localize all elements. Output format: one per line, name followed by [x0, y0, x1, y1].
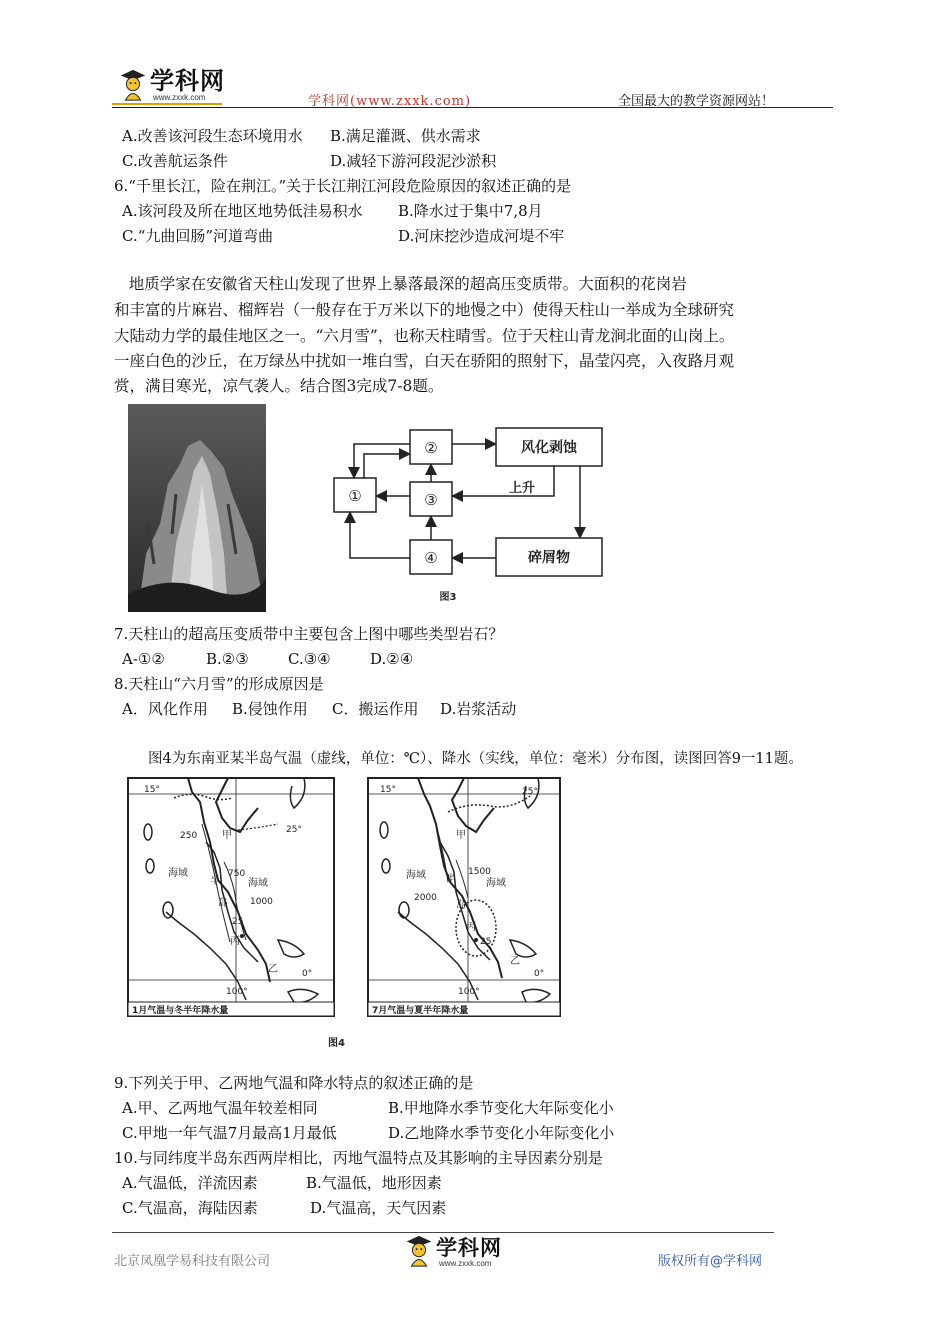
q9-stem: 9.下列关于甲、乙两地气温和降水特点的叙述正确的是 — [114, 1074, 474, 1092]
q8-option-b: B.侵蚀作用 — [232, 700, 308, 718]
rock-label-1: ① — [348, 487, 362, 505]
left-sea-west: 海域 — [168, 868, 188, 879]
q6-option-b: B.降水过于集中7,8月 — [398, 202, 543, 220]
footer-rule — [112, 1232, 774, 1233]
left-dao: 岛 — [218, 898, 228, 909]
q8-stem: 8.天柱山“六月雪”的形成原因是 — [114, 675, 324, 693]
figure-4-caption: 图4 — [328, 1038, 345, 1049]
q7-option-d: D.②④ — [370, 650, 414, 668]
right-dao: 岛 — [456, 900, 466, 911]
left-rain-1000: 1000 — [250, 897, 273, 907]
right-rain-1500: 1500 — [468, 867, 491, 877]
right-lat-0: 0° — [534, 969, 545, 979]
q6-option-a: A.该河段及所在地区地势低洼易积水 — [122, 202, 363, 220]
left-sea-east: 海域 — [248, 878, 268, 889]
left-lat-15: 15° — [144, 785, 160, 795]
debris-label: 碎屑物 — [528, 550, 570, 566]
header-rule — [112, 107, 833, 108]
q7-option-a: A-①② — [122, 650, 165, 668]
figure-3-caption: 图3 — [439, 592, 457, 603]
q10-option-c: C.气温高，海陆因素 — [122, 1199, 258, 1217]
header-slogan: 全国最大的教学资源网站！ — [618, 94, 775, 109]
q10-option-b: B.气温低，地形因素 — [306, 1174, 442, 1192]
figure-4-maps — [118, 772, 574, 1054]
left-ban: 半 — [210, 876, 220, 887]
header-logo-underline — [112, 103, 222, 105]
left-yi: 乙 — [268, 964, 278, 975]
q7-option-b: B.②③ — [206, 650, 249, 668]
q8-option-d: D.岩浆活动 — [440, 700, 517, 718]
q9-option-c: C.甲地一年气温7月最高1月最低 — [122, 1124, 337, 1142]
passage-line-2: 和丰富的片麻岩、榴辉岩（一般存在于万米以下的地慢之中）使得天柱山一举成为全球研究 — [114, 301, 735, 319]
right-ban: 半 — [446, 874, 456, 885]
left-isotherm-25-top: 25° — [286, 825, 302, 835]
left-temp-25: 25 — [232, 917, 244, 927]
footer-logo-text: 学科网 — [436, 1236, 502, 1260]
q6-option-d: D.河床挖沙造成河堤不牢 — [398, 227, 565, 245]
left-jia: 甲 — [222, 830, 232, 841]
left-bing: 丙 — [230, 936, 240, 947]
logo-text: 学科网 — [150, 67, 225, 95]
left-rain-750: 750 — [228, 869, 246, 879]
rock-label-2: ② — [424, 439, 438, 457]
q5-option-d: D.减轻下游河段泥沙淤积 — [330, 152, 497, 170]
right-sea-west: 海域 — [406, 870, 426, 881]
left-map-caption: 1月气温与冬半年降水量 — [132, 1006, 229, 1016]
q8-option-a: A．风化作用 — [122, 700, 208, 718]
right-jia: 甲 — [456, 830, 466, 841]
right-temp-25: 25 — [480, 937, 492, 947]
rock-label-3: ③ — [424, 491, 438, 509]
right-sea-east: 海域 — [486, 878, 506, 889]
q10-option-d: D.气温高，天气因素 — [310, 1199, 447, 1217]
q10-stem: 10.与同纬度半岛东西两岸相比，丙地气温特点及其影响的主导因素分别是 — [114, 1149, 603, 1167]
passage-line-5: 赏，满目寒光，凉气袭人。结合图3完成7-8题。 — [114, 377, 444, 395]
right-bing: 丙 — [466, 922, 476, 933]
q7-stem: 7.天柱山的超高压变质带中主要包含上图中哪些类型岩石？ — [114, 625, 504, 643]
q6-stem: 6.“千里长江，险在荆江。”关于长江荆江河段危险原因的叙述正确的是 — [114, 177, 572, 195]
header-logo[interactable] — [118, 68, 225, 102]
passage-line-3: 大陆动力学的最佳地区之一。“六月雪”，也称天柱晴雪。位于天柱山青龙涧北面的山岗上。 — [114, 327, 735, 345]
right-rain-2000: 2000 — [414, 893, 437, 903]
footer-logo-url: www.zxxk.com — [439, 1259, 492, 1268]
right-map-caption: 7月气温与夏半年降水量 — [372, 1006, 469, 1016]
footer-company: 北京凤凰学易科技有限公司 — [114, 1254, 271, 1269]
figure-4-intro: 图4为东南亚某半岛气温（虚线，单位：℃）、降水（实线，单位：毫米）分布图，读图回答9一11题。 — [148, 751, 803, 767]
uplift-label: 上升 — [508, 481, 536, 496]
passage-line-4: 一座白色的沙丘，在万绿丛中扰如一堆白雪，白天在骄阳的照射下，晶莹闪亮，入夜路月观 — [114, 352, 735, 370]
right-yi: 乙 — [510, 956, 520, 967]
logo-url: www.zxxk.com — [153, 93, 206, 102]
student-mascot-icon — [404, 1234, 434, 1268]
q5-option-c: C.改善航运条件 — [122, 152, 228, 170]
left-rain-250: 250 — [180, 831, 198, 841]
right-lat-15: 15° — [380, 785, 396, 795]
q9-option-b: B.甲地降水季节变化大年际变化小 — [388, 1099, 614, 1117]
right-lon-100: 100° — [458, 987, 480, 997]
figure-3-rock-cycle — [318, 404, 622, 616]
passage-line-1: 地质学家在安徽省天柱山发现了世界上暴落最深的超高压变质带。大面积的花岗岩 — [114, 275, 687, 293]
footer-copyright-link[interactable]: 版权所有@学科网 — [658, 1254, 763, 1269]
q7-option-c: C.③④ — [288, 650, 331, 668]
q9-option-a: A.甲、乙两地气温年较差相同 — [122, 1099, 318, 1117]
q5-option-b: B.满足灌溉、供水需求 — [330, 127, 481, 145]
q5-option-a: A.改善该河段生态环境用水 — [122, 127, 303, 145]
footer-logo[interactable] — [404, 1234, 502, 1268]
weathering-label: 风化剥蚀 — [521, 440, 577, 456]
left-lat-0: 0° — [302, 969, 313, 979]
header-site-link[interactable]: 学科网(www.zxxk.com) — [308, 94, 472, 109]
student-mascot-icon — [118, 68, 148, 102]
q8-option-c: C．搬运作用 — [332, 700, 419, 718]
rock-label-4: ④ — [424, 549, 438, 567]
q9-option-d: D.乙地降水季节变化小年际变化小 — [388, 1124, 615, 1142]
q10-option-a: A.气温低，洋流因素 — [122, 1174, 258, 1192]
q6-option-c: C.“九曲回肠”河道弯曲 — [122, 227, 274, 245]
left-lon-100: 100° — [226, 987, 248, 997]
tianzhu-mountain-photo — [128, 404, 266, 612]
right-isotherm-25-top: 25° — [522, 787, 538, 797]
